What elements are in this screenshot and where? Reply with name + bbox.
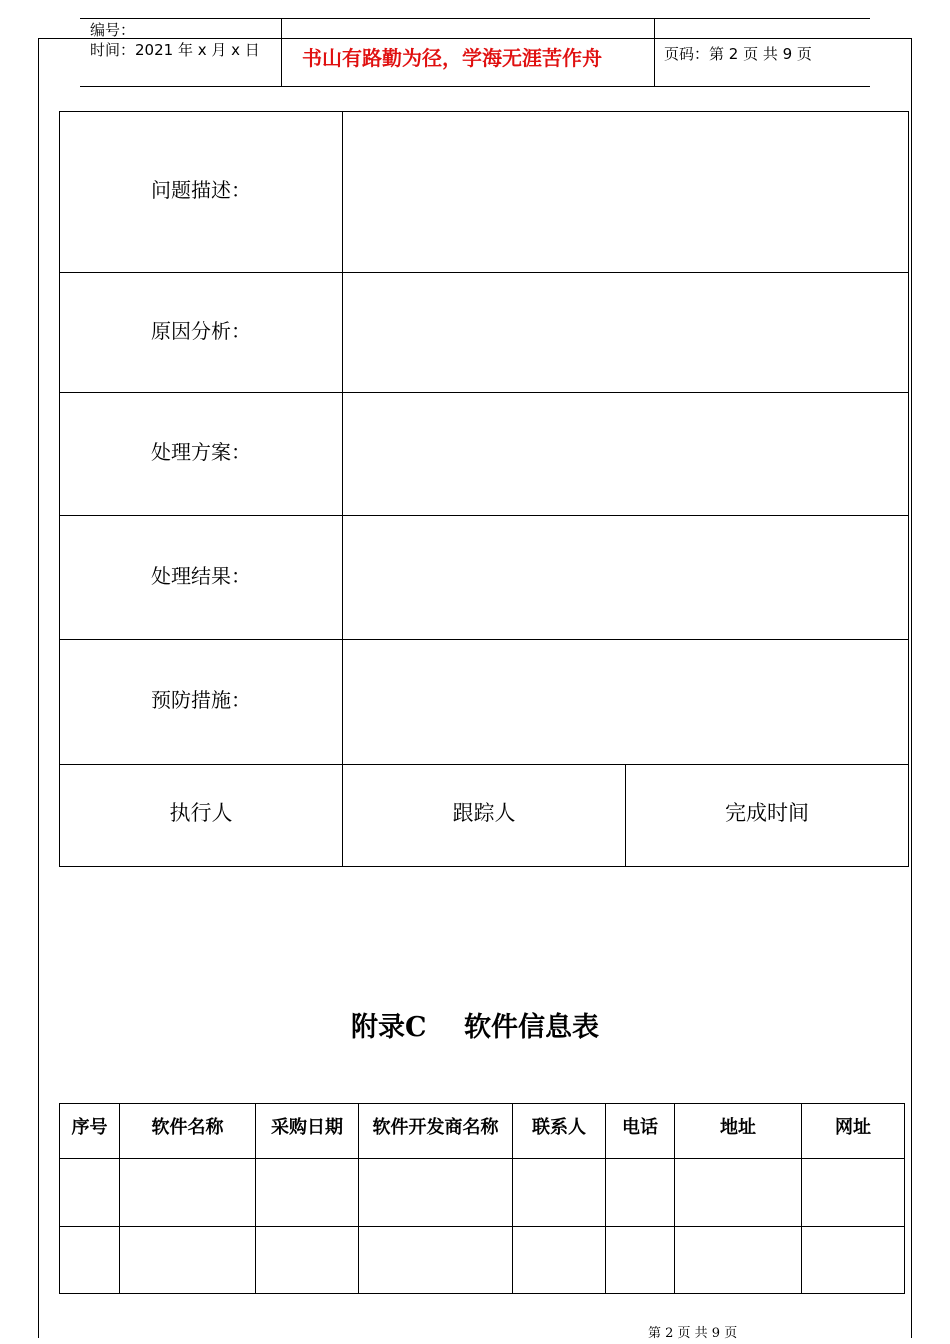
header-bottom-rule [80, 86, 870, 87]
form-label-cause-analysis: 原因分析： [151, 319, 251, 343]
page-border-left [38, 38, 39, 1338]
form-label-handling-result: 处理结果： [151, 564, 251, 588]
col-header-developer-name: 软件开发商名称 [372, 1117, 499, 1138]
form-rule [59, 866, 909, 867]
sign-tracker: 跟踪人 [452, 801, 516, 825]
col-header-phone: 电话 [622, 1117, 658, 1138]
document-code-label: 编号： [90, 21, 136, 39]
form-label-preventive-measures: 预防措施： [151, 688, 251, 712]
appendix-title: 附录C 软件信息表 [350, 1012, 600, 1043]
header-motto: 书山有路勤为径，学海无涯苦作舟 [302, 46, 602, 70]
sw-table-rule [59, 1293, 905, 1294]
form-value-handling-result[interactable] [343, 516, 908, 639]
page-number-label: 页码：第 2 页 共 9 页 [664, 45, 812, 63]
sign-completion-time: 完成时间 [725, 801, 809, 825]
sw-table-rule [904, 1103, 905, 1294]
col-header-software-name: 软件名称 [151, 1117, 224, 1138]
header-divider-1 [281, 18, 282, 86]
col-header-address: 地址 [720, 1117, 756, 1138]
form-value-preventive-measures[interactable] [343, 640, 908, 764]
form-label-problem-description: 问题描述： [151, 178, 251, 202]
page-border-top [38, 38, 912, 39]
document-time-label: 时间：2021 年 x 月 x 日 [90, 41, 260, 59]
form-value-cause-analysis[interactable] [343, 273, 908, 392]
form-value-problem-description[interactable] [343, 112, 908, 272]
col-header-contact: 联系人 [532, 1117, 586, 1138]
page-border-right [911, 38, 912, 1338]
form-label-handling-plan: 处理方案： [151, 440, 251, 464]
col-header-purchase-date: 采购日期 [271, 1117, 343, 1138]
col-header-website: 网址 [835, 1117, 871, 1138]
sign-executor: 执行人 [169, 801, 233, 825]
form-rule [59, 764, 909, 765]
table-row [60, 1227, 904, 1293]
header-divider-2 [654, 18, 655, 86]
sw-table-rule [59, 1103, 905, 1104]
col-header-serial: 序号 [71, 1117, 108, 1138]
table-row [60, 1159, 904, 1226]
form-rule [908, 111, 909, 867]
header-top-rule [80, 18, 870, 19]
page-footer: 第 2 页 共 9 页 [648, 1326, 738, 1341]
form-value-handling-plan[interactable] [343, 393, 908, 515]
form-rule [59, 111, 60, 867]
